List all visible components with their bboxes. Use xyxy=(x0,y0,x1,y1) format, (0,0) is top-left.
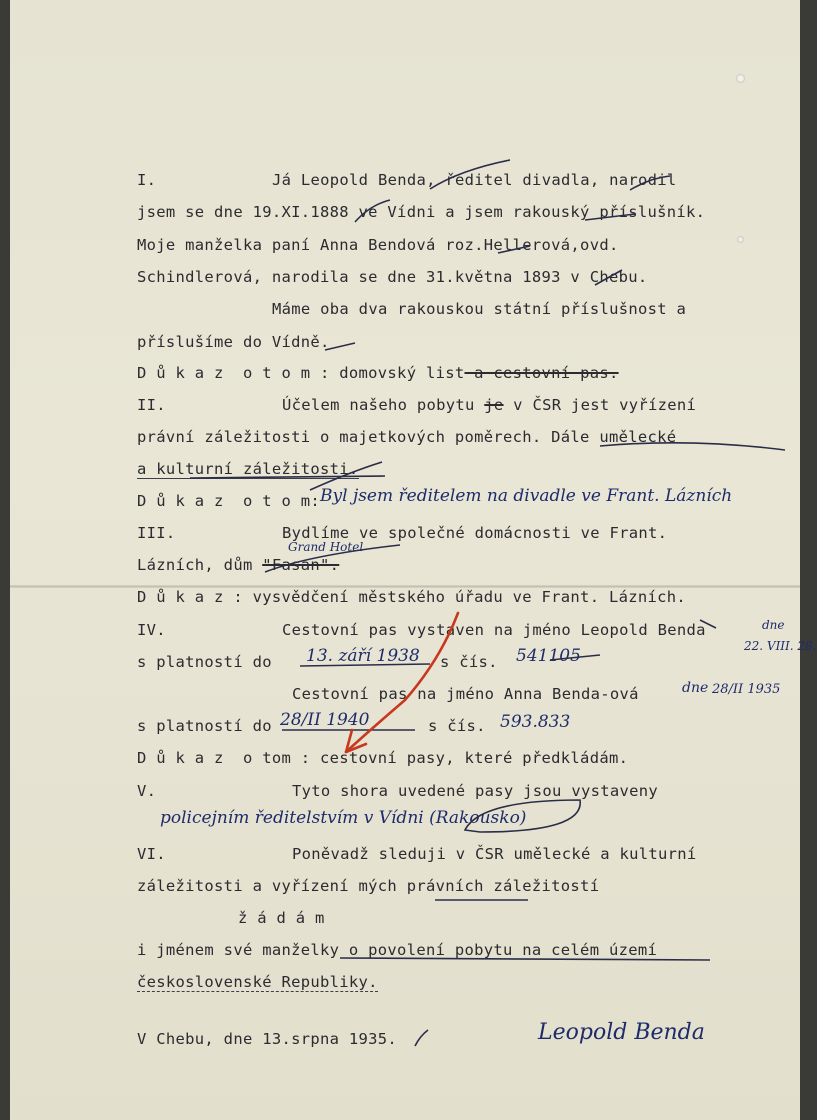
section-number-6: VI. xyxy=(137,845,166,863)
text-line: záležitosti a vyřízení mých právních záležitostí xyxy=(137,877,600,895)
handwritten-issue-label: dne xyxy=(762,618,785,632)
text-line: československé Republiky. xyxy=(137,973,378,991)
text-line: s čís. xyxy=(428,717,486,735)
handwritten-issue-label: dne xyxy=(682,680,709,696)
handwritten-issue-date: 22. VIII. 28. xyxy=(744,639,817,653)
underline-stroke xyxy=(600,443,785,450)
text-line: i jménem své manželky o povolení pobytu na celém území xyxy=(137,941,658,959)
handwritten-validity: 13. září 1938 xyxy=(306,646,420,666)
section-number-2: II. xyxy=(137,396,166,414)
struck-text: je xyxy=(484,396,504,414)
section-number-5: V. xyxy=(137,782,157,800)
document-page xyxy=(10,0,817,1120)
underline-stroke xyxy=(340,958,710,960)
text-line: Poněvadž sleduji v ČSR umělecké a kulturní xyxy=(292,845,697,863)
underline-stroke xyxy=(550,655,600,660)
struck-text: a cestovní pas. xyxy=(464,364,619,382)
pen-stroke xyxy=(700,620,716,628)
text-line: Schindlerová, narodila se dne 31.května 1893 v Chebu. xyxy=(137,268,648,286)
text-line: jsem se dne 19.XI.1888 ve Vídni a jsem rakouský příslušník. xyxy=(137,203,706,221)
text-line: s platností do xyxy=(137,653,272,671)
section-number-4: IV. xyxy=(137,621,166,639)
text-line: Lázních, dům "Fasan". xyxy=(137,556,340,574)
pen-stroke xyxy=(498,246,530,253)
bracket-stroke xyxy=(465,800,580,832)
pen-stroke xyxy=(630,176,670,190)
text-line: příslušíme do Vídně. xyxy=(137,333,330,351)
red-arrow xyxy=(346,613,458,752)
text-line: Účelem našeho pobytu je v ČSR jest vyřízení xyxy=(282,396,697,414)
pen-stroke xyxy=(325,343,355,350)
handwritten-pass-number: 593.833 xyxy=(500,712,571,732)
text-line: právní záležitosti o majetkových poměrech. Dále umělecké xyxy=(137,428,677,446)
text-line: Máme oba dva rakouskou státní příslušnost a xyxy=(272,300,687,318)
handwritten-validity: 28/II 1940 xyxy=(280,710,370,730)
pen-stroke xyxy=(355,200,390,222)
pen-stroke xyxy=(415,1030,428,1046)
section-number-1: I. xyxy=(137,171,157,189)
text-line: s čís. xyxy=(440,653,498,671)
text-line: a kulturní záležitosti. xyxy=(137,460,359,478)
pen-stroke xyxy=(430,160,510,189)
text-line: Moje manželka paní Anna Bendová roz.Hellerová,ovd. xyxy=(137,236,619,254)
text-line: Bydlíme ve společné domácnosti ve Frant. xyxy=(282,524,668,542)
pen-stroke xyxy=(585,214,635,220)
text-line: s platností do xyxy=(137,717,272,735)
text-line: Cestovní pas na jméno Anna Benda-ová xyxy=(292,685,639,703)
signature: Leopold Benda xyxy=(538,1020,705,1045)
handwritten-police: policejním ředitelstvím v Vídni (Rakousko) xyxy=(160,808,527,828)
text-line: Já Leopold Benda, ředitel divadla, narodil xyxy=(272,171,677,189)
text-line: Tyto shora uvedené pasy jsou vystaveny xyxy=(292,782,659,800)
pen-stroke xyxy=(265,545,400,572)
underline-stroke xyxy=(190,476,385,478)
proof-line: D ů k a z o t o m: xyxy=(137,492,321,510)
ink-marks xyxy=(10,0,800,1120)
pen-stroke xyxy=(595,270,622,285)
handwritten-issue-date: 28/II 1935 xyxy=(712,682,781,697)
proof-line: D ů k a z o tom : cestovní pasy, které předkládám. xyxy=(137,749,629,767)
handwritten-proof: Byl jsem ředitelem na divadle ve Frant. Lázních xyxy=(320,486,733,506)
text-line: Cestovní pas vystaven na jméno Leopold Benda xyxy=(282,621,706,639)
proof-line: D ů k a z : vysvědčení městského úřadu ve Frant. Lázních. xyxy=(137,588,687,606)
proof-line: D ů k a z o t o m : domovský list a cestovní pas. xyxy=(137,364,619,382)
place-date: V Chebu, dne 13.srpna 1935. xyxy=(137,1030,398,1048)
handwritten-hotel: Grand Hotel xyxy=(288,540,364,554)
request-word: ž á d á m xyxy=(238,909,325,927)
handwritten-pass-number: 541105 xyxy=(516,646,581,666)
struck-text: "Fasan". xyxy=(262,556,340,574)
section-number-3: III. xyxy=(137,524,176,542)
underline-stroke xyxy=(300,664,430,666)
